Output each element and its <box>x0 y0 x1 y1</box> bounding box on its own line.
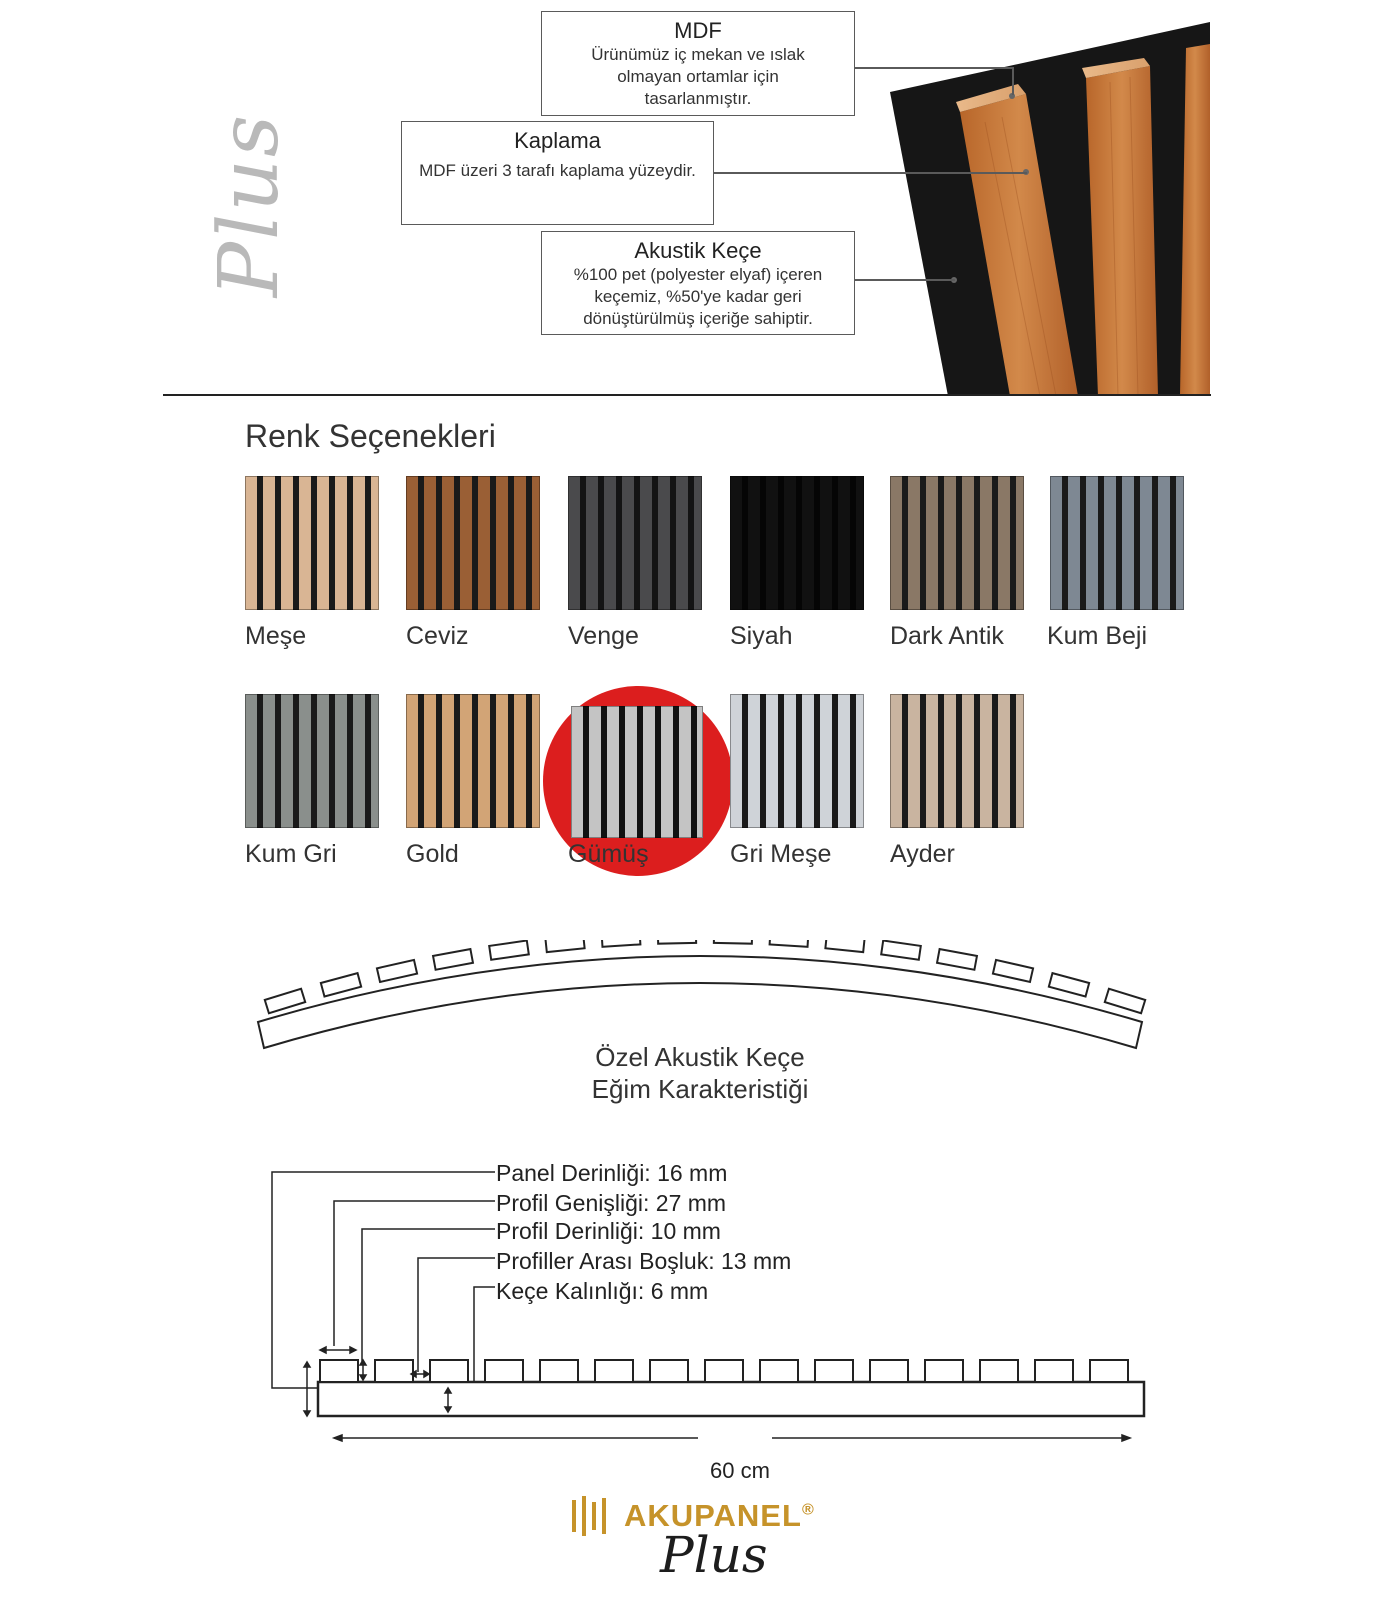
section-slat <box>870 1360 908 1382</box>
callout-mdf-title: MDF <box>674 18 722 43</box>
callout-mdf-line: Ürünümüz iç mekan ve ıslak <box>591 45 805 64</box>
section-slat <box>430 1360 468 1382</box>
spec-profile-width: Profil Genişliği: 27 mm <box>496 1190 727 1216</box>
callout-keçe-line: keçemiz, %50'ye kadar geri <box>594 287 802 306</box>
curve-slat <box>1105 989 1145 1014</box>
swatch-label: Kum Beji <box>1047 622 1148 650</box>
section-slat <box>1035 1360 1073 1382</box>
spec-profile-depth: Profil Derinliği: 10 mm <box>496 1218 721 1244</box>
swatch-gold[interactable] <box>406 694 540 828</box>
product-illustration <box>890 22 1210 396</box>
section-slat <box>705 1360 743 1382</box>
swatch-label: Gri Meşe <box>730 840 832 868</box>
color-options-title: Renk Seçenekleri <box>245 418 496 454</box>
swatch-label: Ceviz <box>406 622 469 650</box>
section-slat <box>650 1360 688 1382</box>
swatch-kum-beji[interactable] <box>1050 476 1184 610</box>
curve-label-line2: Eğim Karakteristiği <box>591 1074 809 1104</box>
callout-mdf-line: tasarlanmıştır. <box>644 89 752 108</box>
section-slat <box>815 1360 853 1382</box>
swatch-siyah[interactable] <box>730 476 864 610</box>
leader-line <box>714 172 1027 174</box>
callout-keçe <box>541 231 855 335</box>
swatch-label: Dark Antik <box>890 622 1004 650</box>
curve-slat <box>714 940 752 944</box>
leader-line <box>1012 67 1014 95</box>
callout-kaplama-title: Kaplama <box>514 128 601 153</box>
curve-slat <box>770 940 809 947</box>
swatch-label: Venge <box>568 622 639 650</box>
curve-slat <box>993 960 1033 982</box>
section-slat <box>760 1360 798 1382</box>
section-slat <box>540 1360 578 1382</box>
swatch-dark-antik[interactable] <box>890 476 1024 610</box>
spec-panel-depth: Panel Derinliği: 16 mm <box>496 1160 728 1186</box>
brand-name: AKUPANEL <box>624 1498 802 1533</box>
swatch-kum-gri[interactable] <box>245 694 379 828</box>
swatch-gri-meşe[interactable] <box>730 694 864 828</box>
section-slat <box>1090 1360 1128 1382</box>
callout-kaplama-line: MDF üzeri 3 tarafı kaplama yüzeydir. <box>419 161 696 180</box>
swatch-venge[interactable] <box>568 476 702 610</box>
curve-slat <box>377 960 417 982</box>
callout-keçe-line: dönüştürülmüş içeriğe sahiptir. <box>583 309 813 328</box>
section-slat <box>925 1360 963 1382</box>
curve-slat <box>825 940 864 952</box>
leader-line <box>855 279 955 281</box>
curve-slat <box>433 949 473 970</box>
curve-slat <box>489 941 529 960</box>
swatch-label: Gümüş <box>568 840 649 868</box>
callout-kaplama <box>401 121 714 225</box>
spec-profile-gap: Profiller Arası Boşluk: 13 mm <box>496 1248 792 1274</box>
brand-logo-sub: Plus <box>660 1526 768 1584</box>
curve-slat <box>321 973 361 996</box>
swatch-label: Ayder <box>890 840 955 868</box>
callout-mdf-line: olmayan ortamlar için <box>617 67 779 86</box>
curve-slat <box>1049 973 1089 996</box>
section-divider <box>163 394 1211 396</box>
swatch-ceviz[interactable] <box>406 476 540 610</box>
slat-2-face <box>1086 66 1158 396</box>
callout-keçe-title: Akustik Keçe <box>634 238 762 263</box>
curve-label-line1: Özel Akustik Keçe <box>595 1042 805 1072</box>
swatch-label: Siyah <box>730 622 793 650</box>
brand-logo-icon <box>570 1496 614 1536</box>
curve-slat <box>937 949 977 970</box>
section-slat <box>375 1360 413 1382</box>
spec-felt-thickness: Keçe Kalınlığı: 6 mm <box>496 1278 709 1304</box>
swatch-label: Kum Gri <box>245 840 337 868</box>
callout-keçe-line: %100 pet (polyester elyaf) içeren <box>573 265 823 284</box>
swatch-gümüş[interactable] <box>571 706 703 838</box>
base-panel <box>318 1382 1144 1416</box>
side-brand-word: Plus <box>202 112 297 298</box>
section-slat <box>980 1360 1018 1382</box>
section-slat <box>320 1360 358 1382</box>
swatch-meşe[interactable] <box>245 476 379 610</box>
section-slat <box>485 1360 523 1382</box>
curve-slat <box>545 940 584 952</box>
curve-slat <box>602 940 641 947</box>
curve-slat <box>881 941 921 960</box>
swatch-ayder[interactable] <box>890 694 1024 828</box>
swatch-label: Meşe <box>245 622 307 650</box>
width-dimension-label: 60 cm <box>700 1458 780 1484</box>
curve-slat <box>658 940 696 944</box>
section-slat <box>595 1360 633 1382</box>
callout-mdf <box>541 11 855 116</box>
swatch-label: Gold <box>406 840 459 868</box>
cross-section-diagram <box>260 1150 1160 1470</box>
leader-line <box>855 67 1013 69</box>
registered-mark: ® <box>801 1501 815 1519</box>
